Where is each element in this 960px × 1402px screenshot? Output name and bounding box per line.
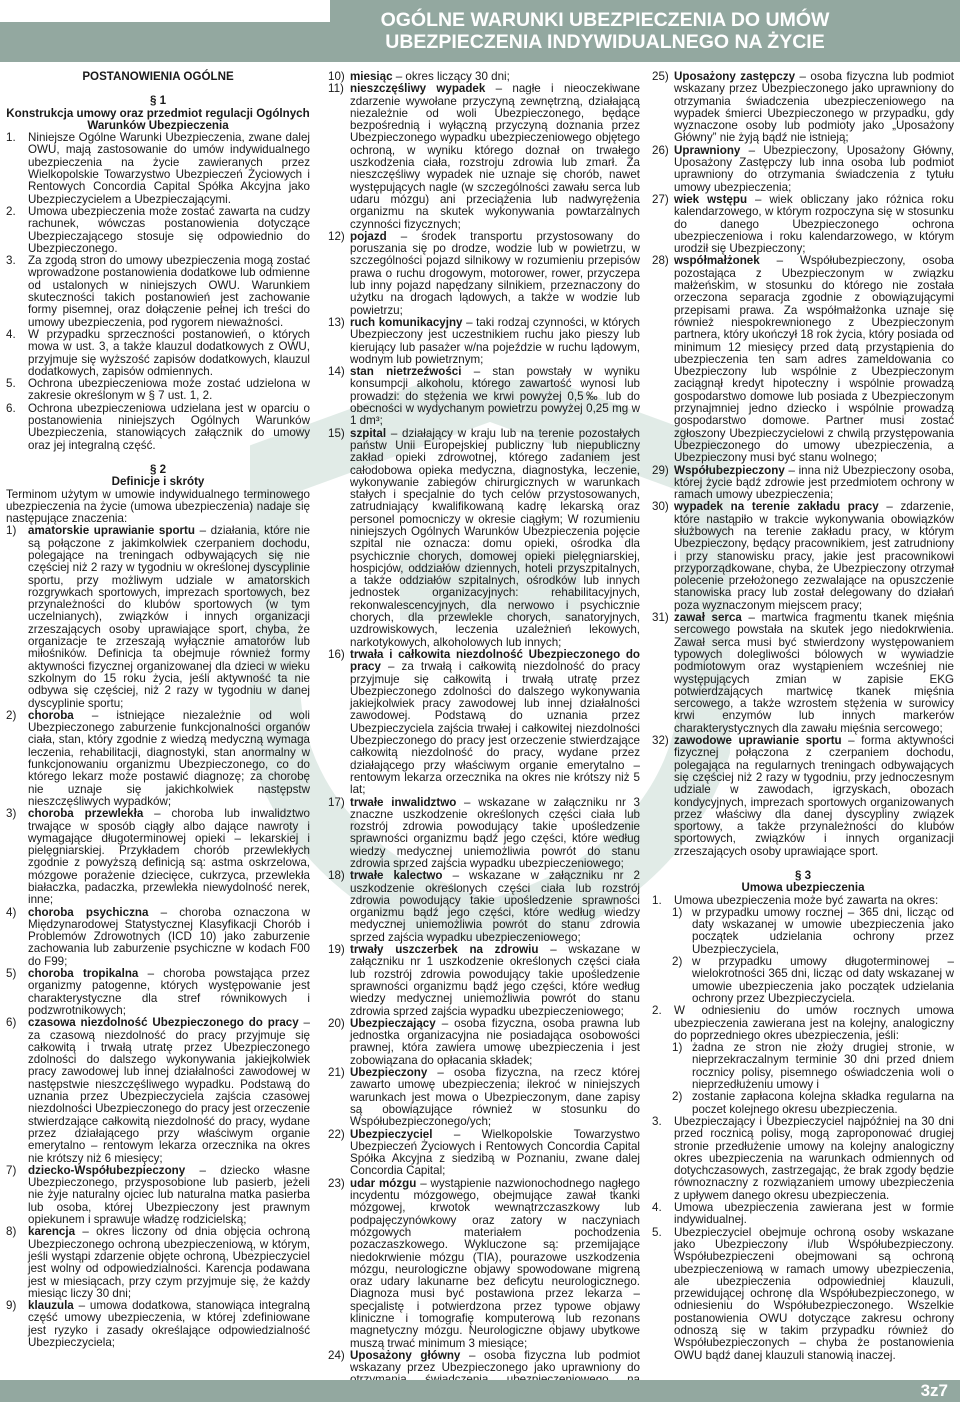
item-text: – wskazane w załączniku nr 2 uszkodzenie określonych części ciała lub rozstrój zdrowia powodujący takie upośledzenie sprawności organizmu bądź jego części, które według wiedzy medycznej uniemożliwia powrót do stanu zdrowia sprzed zajścia wypadku ubezpieczeniowego;	[350, 869, 641, 944]
item-text: – istniejące niezależnie od woli Ubezpieczonego zaburzenie funkcjonalności organów ciała, stan, który zgodnie z wiedzą medyczną wymaga leczenia, rehabilitacji, diagnostyki, stan anormalny w funkcjonowaniu organizmu Ubezpieczonego, co do którego lekarz może postawić diagnozę; za chorobę nie uznaje się jakichkolwiek następstw nieszczęśliwych wypadków;	[28, 708, 310, 808]
defined-term: choroba tropikalna	[28, 967, 139, 981]
item-text: Ubezpieczyciel obejmuje ochroną osoby wskazane jako Ubezpieczony i/lub Współubezpieczony. Współubezpieczeni obejmowani są ochroną ubezpieczeniową w ramach umowy ubezpieczenia, ale ubezpieczenia odpowiedniej klauzuli, przewidującej ochronę dla Współubezpieczonego, w odniesieniu do Współubezpieczonego. Wszelkie postanowienia OWU dotyczące zakresu ochrony odnoszą się w takim przypadku również do Współubezpieczonych – chyba że postanowienia OWU bądź danej klauzuli stanowią inaczej.	[674, 1225, 954, 1362]
defined-term: dziecko-Współubezpieczony	[28, 1163, 186, 1177]
defined-term: choroba	[28, 708, 74, 722]
item-number: 2.	[652, 1004, 662, 1018]
list-item	[328, 231, 640, 317]
item-text: – wskazane w załączniku nr 1 uszkodzenie określonych części ciała lub rozstrój zdrowia powodujący takie upośledzenie sprawności organizmu bądź jego części, które według wiedzy medycznej uniemożliwia powrót do stanu zdrowia sprzed zajścia wypadku ubezpieczeniowego;	[350, 943, 640, 1018]
list-item	[328, 870, 640, 944]
list-item	[6, 907, 310, 968]
defined-term: trwałe kalectwo	[350, 869, 443, 883]
list-item	[6, 1165, 310, 1226]
item-text: – martwica fragmentu tkanek mięśnia sercowego powstała na skutek jego niedokrwienia. Zawał serca musi być stwierdzony występowaniem typowych dolegliwości bólowych w wywiadzie podmiotowym oraz wystąpieniem wcześniej nie występujących zmian w zapisie EKG potwierdzających martwicę tkanek mięśnia sercowego, a także wzrostem stężenia w surowicy krwi enzymów lub innych markerów charakterystycznych dla zawału mięśnia sercowego;	[674, 611, 954, 735]
item-text: – Współubezpieczony, osoba pozostająca z Ubezpieczonym w związku małżeńskim, w stosunku do którego nie została orzeczona separacja zgodnie z obowiązującymi przepisami prawa. Za współmałżonka uznaje się również niespokrewnionego z Ubezpieczonym partnera, który ukończył 18 rok życia, który posiada od minimum 12 miesięcy przed datą przystąpienia do ubezpieczenia ten sam adres zameldowania co Ubezpieczony lub wspólnie z Ubezpieczonym zaciągnął kredyt hipoteczny i wspólnie prowadzą gospodarstwo domowe lub posiada z Ubezpieczonym przynajmniej jedno dziecko i wspólnie prowadzą gospodarstwo domowe. Partner musi zostać zgłoszony Ubezpieczycielowi z chwilą przystępowania Ubezpieczonego do umowy ubezpieczenia, a Ubezpieczony musi być stanu wolnego;	[674, 254, 954, 465]
item-text: – wskazane w załączniku nr 3 znaczne uszkodzenie określonych części ciała lub rozstrój zdrowia powodujący takie upośledzenie sprawności organizmu bądź jego części, które według wiedzy medycznej uniemożliwia powrót do stanu zdrowia sprzed zajścia wypadku ubezpieczeniowego;	[350, 795, 641, 870]
item-number: 5.	[6, 377, 16, 391]
defined-term: trwała i całkowita niezdolność Ubezpieczonego do pracy	[350, 647, 640, 674]
item-text: W przypadku sprzeczności postanowień, o których mowa w ust. 3, a także klauzul dodatkowych z OWU, przyjmuje się wyższość zapisów dodatkowych, klauzul dodatkowych, zapisów odmiennych.	[28, 327, 310, 378]
item-number: 20)	[328, 1016, 345, 1030]
item-number: 2)	[672, 1090, 683, 1104]
defined-term: wiek wstępu	[674, 192, 748, 206]
item-number: 17)	[328, 795, 345, 809]
list-item	[6, 329, 310, 378]
section-heading-line: § 2	[149, 462, 167, 476]
defined-term: nieszczęśliwy wypadek	[350, 82, 486, 96]
item-text: – osoba fizyczna lub podmiot wskazany przez Ubezpieczonego jako uprawniony do	[350, 1348, 640, 1375]
list-item	[652, 194, 954, 255]
list-item	[6, 1300, 310, 1349]
list-item	[328, 1067, 640, 1128]
item-text: – okres liczący 30 dni;	[392, 70, 510, 83]
item-number: 30)	[652, 500, 669, 514]
item-number: 10)	[328, 70, 345, 83]
item-number: 12)	[328, 229, 345, 243]
defined-term: czasowa niezdolność Ubezpieczonego do pracy	[28, 1016, 299, 1030]
item-number: 23)	[328, 1176, 345, 1190]
item-number: 6)	[6, 1016, 17, 1030]
item-number: 3)	[6, 807, 17, 821]
item-text: – Wielkopolskie Towarzystwo Ubezpieczeń Życiowych i Rentowych Concordia Capital Spółka Akcyjna z siedzibą w Poznaniu, zwane dalej Concordia Capital;	[350, 1127, 640, 1178]
item-number: 2)	[6, 708, 17, 722]
item-text: – osoba fizyczna, osoba prawna lub jednostka organizacyjna nie posiadająca osobowości prawnej, która zawiera umowę ubezpieczenia i jest zobowiązana do opłacania składek;	[350, 1016, 640, 1067]
item-number: 4.	[652, 1201, 662, 1215]
item-number: 29)	[652, 463, 669, 477]
item-text: Umowa ubezpieczenia może być zawarta na okres:	[674, 893, 939, 907]
column-2	[328, 71, 640, 1399]
item-text: – Ubezpieczony, Uposażony Główny, Uposażony Zastępczy lub inna osoba lub podmiot uprawniony do otrzymania świadczenia z tytułu umowy ubezpieczenia;	[674, 143, 954, 194]
item-number: 9)	[6, 1299, 17, 1313]
defined-term: Współubezpieczony	[674, 463, 785, 477]
column-3	[652, 71, 954, 1362]
defined-term: Uprawniony	[674, 143, 741, 157]
list-item	[6, 255, 310, 329]
list-item	[328, 83, 640, 231]
sub-list-item	[652, 1042, 954, 1091]
item-number: 27)	[652, 192, 669, 206]
item-number: 3.	[652, 1114, 662, 1128]
list-item	[328, 366, 640, 427]
list-item	[652, 465, 954, 502]
list-item	[328, 317, 640, 366]
item-number: 6.	[6, 401, 16, 415]
section-heading-line: POSTANOWIENIA OGÓLNE	[82, 70, 234, 83]
item-number: 13)	[328, 315, 345, 329]
list-item	[328, 797, 640, 871]
item-text: – okres liczony od dnia objęcia ochroną Ubezpieczonego ochroną ubezpieczeniową, w którym, jeśli wystąpi zdarzenie objęte ochroną, Ubezpieczyciel jest wolny od odpowiedzialności. Karencja podawana jest w miesiącach, przy czym przyjmuje się, że każdy miesiąc liczy 30 dni;	[28, 1225, 310, 1300]
item-number: 18)	[328, 869, 345, 883]
list-item	[652, 1227, 954, 1362]
defined-term: Ubezpieczony	[350, 1066, 428, 1080]
item-number: 31)	[652, 611, 669, 625]
list-item	[6, 132, 310, 206]
item-text: – choroba oznaczona w Międzynarodowej Statystycznej Klasyfikacji Chorób i Problemów Zdrowotnych (ICD 10) jako zaburzenie zachowania lub zaburzenie psychiczne w kodach F00 do F99;	[28, 905, 310, 968]
item-text: – choroba lub inwalidztwo trwające w sposób ciągły albo dające nawroty i wymagające długoterminowej opieki – lekarskiej i pielęgniarskiej. Przykładem chorób przewlekłych zgodnie z powyższą definicją są: astma oskrzelowa, mózgowe porażenie dziecięce, cukrzyca, przewlekła białaczka, padaczka, przewlekła niewydolność nerek, inne;	[28, 807, 310, 907]
sub-list-item	[652, 956, 954, 1005]
item-number: 3.	[6, 254, 16, 268]
item-number: 16)	[328, 647, 345, 661]
list-item	[6, 1017, 310, 1165]
list-item	[6, 808, 310, 906]
defined-term: Ubezpieczyciel	[350, 1127, 433, 1141]
item-text: – zdarzenie, które nastąpiło w trakcie wykonywania obowiązków służbowych na terenie zakładu pracy, w którym Ubezpieczony, będący pracownikiem, jest zatrudniony i przy stanowisku pracy, jakie jest pracownikowi przyporządkowane, chyba, że Ubezpieczony otrzymał polecenie przełożonego zezwalające na opuszczenie stanowiska pracy lub został delegowany do działań poza wyznaczonym miejscem pracy;	[674, 500, 954, 612]
list-item	[328, 649, 640, 797]
section-heading-line: § 3	[794, 869, 812, 882]
item-number: 1)	[672, 1041, 683, 1055]
defined-term: udar mózgu	[350, 1176, 417, 1190]
list-item	[6, 968, 310, 1017]
sub-list-item	[652, 907, 954, 956]
item-text: – za czasową niezdolność do pracy przyjmuje się całkowitą i trwałą utratę przez Ubezpieczonego zdolności do dalszego wykonywania jakiejkolwiek pracy zawodowej lub innej działalności zawodowej w następstwie nieszczęśliwego wypadku. Podstawą do uznania przez Ubezpieczyciela zajścia czasowej niezdolności Ubezpieczonego do pracy jest orzeczenie stwierdzające całkowitą niezdolność do pracy, wydane przez działającego przy właściwym organie emerytalno – rentowym lekarza orzecznika na okres nie krótszy niż 6 miesięcy;	[28, 1016, 310, 1165]
item-number: 1.	[6, 131, 16, 145]
item-text: – forma aktywności fizycznej połączona z czerpaniem dochodu, polegająca na regularnych treningach odbywających się częściej niż 2 razy w tygodniu, przy jednoczesnym udziale w zawodach, igrzyskach, obozach kondycyjnych, imprezach sportowych organizowanych przez właściwy dla danej dyscypliny związek sportowy, a także przynależności do klubów sportowych, związków i innych organizacji zrzeszających osoby uprawiające sport.	[674, 734, 955, 858]
item-number: 5)	[6, 967, 17, 981]
sub-list-item	[652, 1091, 954, 1116]
list-item	[652, 71, 954, 145]
list-item	[652, 145, 954, 194]
item-number: 4)	[6, 905, 17, 919]
item-number: 2)	[672, 955, 683, 969]
document-title-line-2: UBEZPIECZENIA INDYWIDUALNEGO NA ŻYCIE	[385, 31, 825, 53]
defined-term: choroba psychiczna	[28, 905, 149, 919]
item-number: 15)	[328, 426, 345, 440]
list-item	[328, 1018, 640, 1067]
item-text: – taki rodzaj czynności, w których Ubezpieczony jest uczestnikiem ruchu jako pieszy lub kierujący lub pasażer w/na pojeździe w ruchu lądowym, wodnym lub powietrznym;	[350, 315, 640, 366]
section-heading-line: Konstrukcja umowy oraz przedmiot regulacji Ogólnych	[6, 106, 310, 120]
item-text: – choroba powstająca przez organizmy patogenne, których występowanie jest charakterystyczne dla stref równikowych i podzwrotnikowych;	[28, 967, 310, 1017]
item-number: 22)	[328, 1127, 345, 1141]
defined-term: Uposażony główny	[350, 1348, 461, 1362]
item-text: – środek transportu przystosowany do poruszania się po drodze, wodzie lub w powietrzu, w szczególności pojazd silnikowy w rozumieniu przepisów prawa o ruchu drogowym, motorower, rower, przyczepa lub inny pojazd napędzany silnikiem, przeznaczony do użytku na drogach lądowych, a także w wodzie lub powietrzu;	[350, 229, 640, 317]
item-number: 11)	[328, 82, 344, 96]
defined-term: trwały uszczerbek na zdrowiu	[350, 943, 539, 957]
list-item	[652, 735, 954, 858]
item-text: Ochrona ubezpieczeniowa może zostać udzielona w zakresie określonym w § 7 ust. 1, 2.	[28, 377, 310, 403]
list-item	[328, 944, 640, 1018]
defined-term: miesiąc	[350, 70, 393, 83]
list-item	[6, 525, 310, 709]
column-1	[6, 71, 310, 1349]
section-heading-line: Umowa ubezpieczenia	[741, 881, 865, 895]
item-number: 8)	[6, 1225, 17, 1239]
list-item	[6, 403, 310, 452]
item-text: Za zgodą stron do umowy ubezpieczenia mogą zostać wprowadzone postanowienia dodatkowe lub odmienne od ustalonych w niniejszych OWU. Warunkiem skuteczności takich postanowień jest zachowanie formy pisemnej, oraz dołączenie pełnej ich treści do umowy ubezpieczenia, pod rygorem nieważności.	[28, 254, 310, 329]
item-text: – stan powstały w wyniku konsumpcji alkoholu, którego zawartość wynosi lub prowadzi: do stężenia we krwi powyżej 0,5‰ lub do obecności w wydychanym powietrzu powyżej 0,25 mg w 1 dm³;	[350, 365, 640, 428]
item-number: 21)	[328, 1066, 345, 1080]
item-number: 24)	[328, 1348, 345, 1362]
section-heading-line: § 1	[149, 94, 167, 108]
section-heading	[6, 95, 310, 132]
list-item	[652, 501, 954, 612]
defined-term: choroba przewlekła	[28, 807, 144, 821]
defined-term: zawodowe uprawianie sportu	[674, 734, 842, 748]
list-item	[652, 1116, 954, 1202]
item-text: w przypadku umowy rocznej – 365 dni, licząc od daty wskazanej w umowie ubezpieczenia jako początek udzielania ochrony przez Ubezpieczyciela,	[692, 905, 954, 956]
item-number: 28)	[652, 254, 669, 268]
item-text: – umowa dodatkowa, stanowiąca integralną część umowy ubezpieczenia, w której zdefiniowane jest ryzyko i zasady określające odpowiedzialność Ubezpieczyciela;	[28, 1299, 310, 1349]
item-number: 7)	[6, 1163, 17, 1177]
list-item	[6, 378, 310, 403]
defined-term: stan nietrzeźwości	[350, 365, 462, 379]
section-heading	[6, 71, 310, 83]
defined-term: ruch komunikacyjny	[350, 315, 463, 329]
item-text: zostanie zapłacona kolejna składka regularna na poczet kolejnego okresu ubezpieczenia.	[692, 1090, 954, 1116]
section-heading	[652, 870, 954, 895]
item-text: – za trwałą i całkowitą niezdolność do pracy przyjmuje się całkowitą i trwałą utratę przez Ubezpieczonego zdolności do dalszego wykonywania jakiejkolwiek pracy zawodowej lub innej działalności zawodowej. Podstawą do uznania przez Ubezpieczyciela zajścia trwałej i całkowitej niezdolności Ubezpieczonego do pracy jest orzeczenie stwierdzające całkowitą niezdolność do pracy, wydane przez działającego przy właściwym organie emerytalno – rentowym lekarza orzecznika na okres nie krótszy niż 5 lat;	[350, 660, 640, 797]
defined-term: Ubezpieczający	[350, 1016, 436, 1030]
item-number: 1)	[672, 905, 683, 919]
item-text: Ochrona ubezpieczeniowa udzielana jest w oparciu o postanowienia niniejszych Ogólnych Warunków Ubezpieczenia, stanowiących załącznik do umowy oraz jej integralną część.	[28, 401, 310, 452]
defined-term: trwałe inwalidztwo	[350, 795, 457, 809]
defined-term: pojazd	[350, 229, 387, 243]
item-text: w przypadku umowy długoterminowej – wielokrotności 365 dni, licząc od daty wskazanej w umowie ubezpieczenia jako początek udzielania ochrony przez Ubezpieczyciela.	[692, 955, 954, 1005]
list-item	[328, 1129, 640, 1178]
list-item	[6, 206, 310, 255]
item-text: – działający w kraju lub na terenie pozostałych państw Unii Europejskiej publiczny lub niepubliczny zakład opieki zdrowotnej, którego zadaniem jest całodobowa opieka medyczna, diagnostyka, leczenie, wykonywanie zabiegów chirurgicznych w warunkach stałych i specjalnie do tych celów przystosowanych, zatrudniający kwalifikowaną kadrę lekarską oraz personel pomocniczy w okresie ciągłym; W rozumieniu niniejszych Ogólnych Warunków Ubezpieczenia pojęcie szpital nie oznacza: domu opieki, ośrodka dla psychicznie chorych, domowej opieki pielęgniarskiej, hospicjów, oddziałów dziennych, hoteli przyszpitalnych, a także oddziałów szpitalnych, ośrodków lub innych jednostek organizacyjnych: rehabilitacyjnych, rekonwalescencyjnych, dla nerwowo i psychicznie chorych, dla przewlekle chorych, sanatoryjnych, uzdrowiskowych, leczenia uzależnień lekowych, narkotykowych, alkoholowych lub innych;	[350, 426, 640, 649]
item-number: 1)	[6, 524, 17, 538]
section-heading-line: Warunków Ubezpieczenia	[87, 118, 229, 132]
item-text: Umowa ubezpieczenia zawierana jest w formie indywidualnej.	[674, 1201, 954, 1227]
item-number: 1.	[652, 893, 662, 907]
list-item	[652, 612, 954, 735]
paragraph: Terminom użytym w umowie indywidualnego terminowego ubezpieczenia na życie (umowa ubezpieczenia) nadaje się następujące znaczenia:	[6, 487, 310, 526]
item-text: Ubezpieczający i Ubezpieczyciel najpóźniej na 30 dni przed rocznicą polisy, mogą zaproponować drugiej stronie przedłużenie umowy na kolejny analogiczny okres ubezpieczenia na warunkach odmiennych od dotychczasowych, zastrzegając, że brak zgody będzie równoznaczny z rozwiązaniem umowy ubezpieczenia z upływem danego okresu ubezpieczenia.	[674, 1114, 954, 1202]
section-heading	[6, 464, 310, 489]
defined-term: amatorskie uprawianie sportu	[28, 524, 196, 538]
item-text: – osoba fizyczna, na rzecz której zawarto umowę ubezpieczenia; ilekroć w niniejszych warunkach jest mowa o Ubezpieczonym, dane zapisy są obowiązujące również w stosunku do Współubezpieczonego/ych;	[350, 1066, 640, 1129]
item-text: – działania, które nie są połączone z jakimkolwiek czerpaniem dochodu, polegające na treningach odbywających się nie częściej niż 2 razy w tygodniu w określonej dyscyplinie sportu, przy możliwym udziale w amatorskich rozgrywkach sportowych, imprezach sportowych, bez przynależności do klubów sportowych (w tym uczelnianych), związków i innych organizacji zrzeszających osoby uprawiające sport, chyba, że organizacje te zrzeszają wyłącznie amatorów lub miłośników. Definicja ta obejmuje również formy aktywności fizycznej organizowanej dla dzieci w wieku szkolnym do 15 roku życia, jeśli aktywność ta nie odbywa się częściej, niż 2 razy w tygodniu w danej dyscyplinie sportu;	[28, 524, 310, 710]
item-text: – wiek obliczany jako różnica roku kalendarzowego, w którym rozpoczyna się w stosunku do danego Ubezpieczonego ochrona ubezpieczeniowa i roku kalendarzowego, w którym urodził się Ubezpieczony;	[674, 192, 955, 256]
list-item	[6, 1226, 310, 1300]
item-number: 25)	[652, 70, 669, 83]
item-text: żadna ze stron nie złoży drugiej stronie, w nieprzekraczalnym terminie 30 dni przed dniem rocznicy polisy, pisemnego oświadczenia woli o nieprzedłużeniu umowy i	[692, 1041, 954, 1092]
list-item	[328, 1178, 640, 1350]
defined-term: zawał serca	[674, 611, 742, 625]
defined-term: współmałżonek	[674, 254, 760, 268]
defined-term: szpital	[350, 426, 387, 440]
item-number: 19)	[328, 943, 345, 957]
list-item	[6, 710, 310, 808]
list-item	[652, 1005, 954, 1042]
document-title	[250, 9, 960, 53]
item-number: 32)	[652, 734, 669, 748]
document-title-line-1: OGÓLNE WARUNKI UBEZPIECZENIA DO UMÓW	[380, 9, 830, 31]
list-item	[328, 428, 640, 649]
list-item	[652, 1202, 954, 1227]
item-text: W odniesieniu do umów rocznych umowa ubezpieczenia zawierana jest na kolejny, analogiczny do poprzedniego okres ubezpieczenia, jeśli:	[674, 1004, 954, 1042]
item-text: – nagłe i nieoczekiwane zdarzenie wywołane przyczyną zewnętrzną, działającą niezależnie od woli Ubezpieczonego, będące bezpośrednią i wyłączną przyczyną doznania przez Ubezpieczonego wypadku ubezpieczeniowego objętego ochroną, w wyniku którego doznał on trwałego uszkodzenia ciała, rozstroju zdrowia lub zmarł. Za nieszczęśliwy wypadek nie uznaje się chorób, nawet występujących nagle (w szczególności zawału serca lub udaru mózgu) ani przeciążenia lub nadwyrężenia organizmu na skutek wykonywania powtarzalnych czynności fizycznych;	[350, 82, 640, 231]
item-text: – wystąpienie nazwionochodnego nagłego incydentu mózgowego, obejmujące zawał tkanki mózgowej, krwotok wewnątrzczaszkowy lub podpajęczynówkowy oraz zatory w naczyniach mózgowych materiałem pochodzenia pozaczaszkowego. Wykluczone są: przemijające niedokrwienie mózgu (TIA), pourazowe uszkodzenia mózgu, neurologiczne objawy spowodowane migreną oraz udary lakunarne bez deficytu neurologicznego. Diagnoza musi być postawiona przez lekarza – specjalistę i potwierdzona przez typowe objawy kliniczne i tomografię komputerową lub rezonans magnetyczny mózgu. Neurologiczne objawy ubytkowe muszą trwać minimum 3 miesiące;	[350, 1176, 640, 1350]
page-number: 3z7	[920, 1381, 948, 1400]
item-text: – osoba fizyczna lub podmiot wskazany przez Ubezpieczonego jako uprawniony do otrzymania świadczenia ubezpieczeniowego na wypadek śmierci Ubezpieczonego w przypadku, gdy wyznaczone osoby lub podmioty jako „Uposażony Główny” nie żyją bądź nie istnieją;	[674, 70, 954, 145]
item-text: Niniejsze Ogólne Warunki Ubezpieczenia, zwane dalej OWU, mają zastosowanie do umów indywidualnego ubezpieczenia na życie zawieranych przez Wielkopolskie Towarzystwo Ubezpieczeń Życiowych i Rentowych Concordia Capital Spółka Akcyjna jako Ubezpieczycielem a Ubezpieczającymi.	[28, 131, 310, 206]
defined-term: karencja	[28, 1225, 76, 1239]
defined-term: wypadek na terenie zakładu pracy	[674, 500, 879, 514]
defined-term: Uposażony zastępczy	[674, 70, 796, 83]
footer-band	[0, 1380, 960, 1402]
item-number: 26)	[652, 143, 669, 157]
item-number: 4.	[6, 327, 16, 341]
item-number: 2.	[6, 204, 16, 218]
section-heading-line: Definicje i skróty	[111, 475, 205, 489]
item-number: 14)	[328, 365, 345, 379]
item-text: – dziecko własne Ubezpieczonego, przysposobione lub pasierb, jeżeli nie żyje naturalny ojciec lub naturalna matka pasierba lub osoba, której Ubezpieczony jest prawnym opiekunem i sprawuje władzę rodzicielską;	[28, 1163, 310, 1227]
item-text: – inna niż Ubezpieczony osoba, której życie bądź zdrowie jest przedmiotem ochrony w ramach umowy ubezpieczenia;	[674, 463, 954, 502]
item-number: 5.	[652, 1225, 662, 1239]
list-item	[652, 255, 954, 464]
defined-term: klauzula	[28, 1299, 74, 1313]
item-text: Umowa ubezpieczenia może zostać zawarta na cudzy rachunek, wówczas postanowienia dotyczące Ubezpieczającego stosuje się odpowiednio do Ubezpieczonego.	[28, 204, 310, 255]
